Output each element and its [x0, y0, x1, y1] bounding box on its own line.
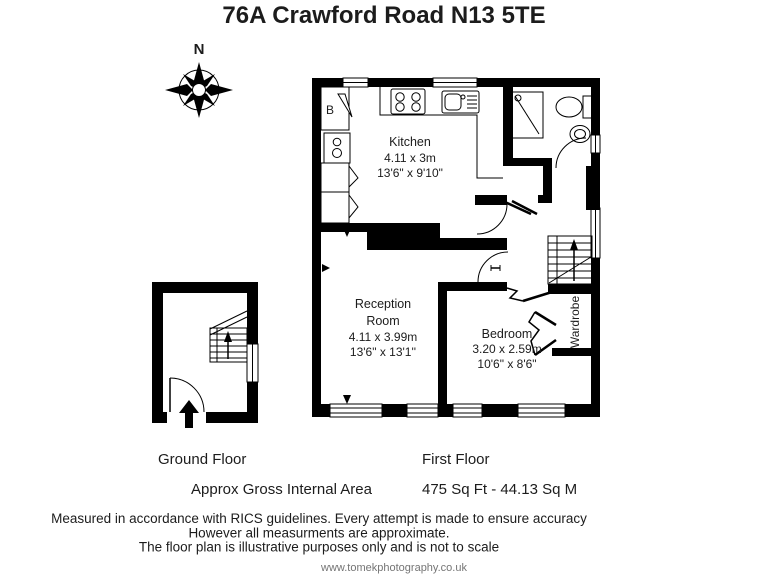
door-swing: [478, 252, 508, 282]
disclaimer-line: However all measurments are approximate.: [188, 525, 450, 541]
shower-icon: [512, 92, 543, 138]
basin-icon: [570, 126, 590, 143]
boiler-label: B: [325, 103, 335, 117]
measure-tick: [322, 228, 351, 404]
stairs-first-floor: [548, 236, 592, 284]
wardrobe-label: Wardrobe: [568, 295, 582, 349]
hob-icon: [391, 89, 425, 114]
first-floor-label: First Floor: [422, 451, 490, 468]
kitchen-units: [321, 163, 358, 223]
room-dims-metric: 4.11 x 3.99m: [348, 330, 418, 344]
room-name: Bedroom: [481, 327, 533, 341]
disclaimer-line: Measured in accordance with RICS guidelines. Every attempt is made to ensure accuracy: [51, 511, 587, 526]
window: [247, 344, 258, 382]
reception-label: [349, 297, 417, 359]
room-name: Reception: [354, 297, 412, 311]
room-name: Kitchen: [389, 135, 431, 149]
ground-floor-plan: [152, 282, 258, 428]
disclaimer: [51, 511, 587, 555]
wall-segment: [321, 87, 600, 417]
stairs-ground-floor: [210, 311, 247, 362]
room-dims-metric: 3.20 x 2.59m: [472, 342, 542, 356]
bedroom-label: [472, 327, 541, 371]
sink-icon: [442, 91, 479, 113]
room-dims-imperial: 13'6" x 13'1'': [349, 345, 417, 359]
disclaimer-line: The floor plan is illustrative purposes only and is not to scale: [138, 539, 500, 555]
toilet-icon: [556, 96, 592, 118]
compass-north-label: N: [193, 41, 205, 58]
area-value: 475 Sq Ft - 44.13 Sq M: [422, 481, 578, 498]
ground-floor-label: Ground Floor: [158, 451, 247, 468]
oven-icon: [324, 133, 350, 163]
first-floor-plan: [312, 78, 600, 417]
stairs-up-arrow-icon: [570, 239, 578, 250]
room-dims-imperial: 13'6" x 9'10": [377, 166, 443, 180]
area-label: Approx Gross Internal Area: [191, 481, 372, 498]
room-name: Room: [366, 314, 400, 328]
room-dims-imperial: 10'6" x 8'6": [477, 357, 537, 371]
website-footer: www.tomekphotography.co.uk: [321, 562, 467, 574]
stairs-up-arrow-icon: [224, 331, 232, 342]
page-title: 76A Crawford Road N13 5TE: [222, 2, 546, 29]
room-dims-metric: 4.11 x 3m: [384, 151, 436, 165]
kitchen-label: [377, 135, 443, 180]
compass-rose-icon: [165, 41, 233, 118]
